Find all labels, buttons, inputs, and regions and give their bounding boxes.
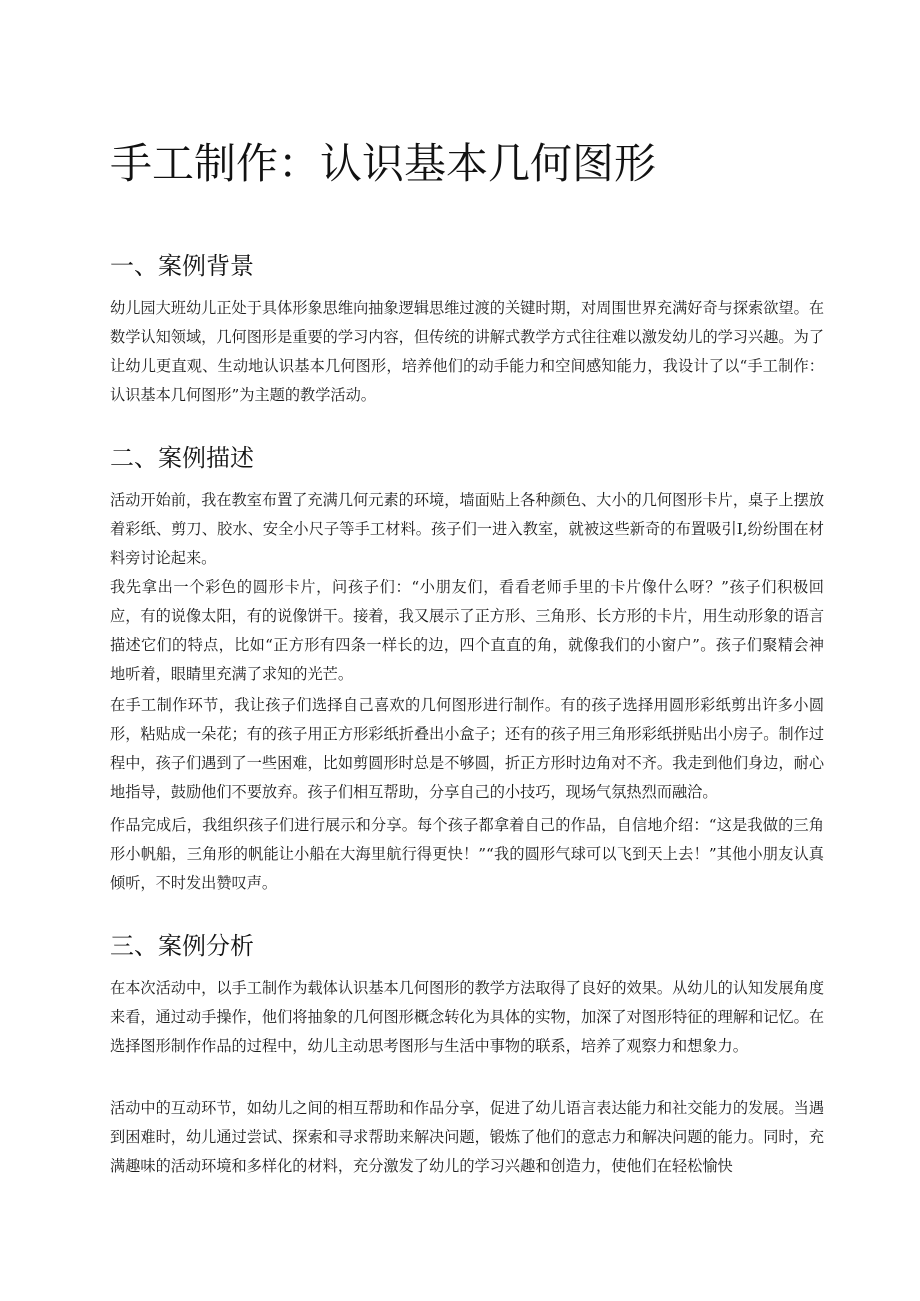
page-title: 手工制作：认识基本几何图形 bbox=[110, 139, 657, 188]
section-heading-description: 二、案例描述 bbox=[110, 444, 254, 472]
paragraph-description-4: 作品完成后，我组织孩子们进行展示和分享。每个孩子都拿着自己的作品，自信地介绍：“这是我做的三角形小帆船，三角形的帆能让小船在大海里航行得更快！”“我的圆形气球可以飞到天上去！”其他小朋友认真倾听，不时发出赞叹声。 bbox=[110, 816, 824, 892]
paragraph-description-1: 活动开始前，我在教室布置了充满几何元素的环境，墙面贴上各种颜色、大小的几何图形卡片，桌子上摆放着彩纸、剪刀、胶水、安全小尺子等手工材料。孩子们一进入教室，就被这些新奇的布置吸引I,纷纷围在材料旁讨论起来。 bbox=[110, 491, 824, 567]
section-heading-background: 一、案例背景 bbox=[110, 252, 254, 280]
paragraph-background-1: 幼儿园大班幼儿正处于具体形象思维向抽象逻辑思维过渡的关键时期，对周围世界充满好奇与探索欲望。在数学认知领域，几何图形是重要的学习内容，但传统的讲解式教学方式往往难以激发幼儿的学习兴趣。为了让幼儿更直观、生动地认识基本几何图形，培养他们的动手能力和空间感知能力，我设计了以“手工制作：认识基本几何图形”为主题的教学活动。 bbox=[110, 299, 824, 404]
paragraph-analysis-1: 在本次活动中，以手工制作为载体认识基本几何图形的教学方法取得了良好的效果。从幼儿的认知发展角度来看，通过动手操作，他们将抽象的几何图形概念转化为具体的实物，加深了对图形特征的理解和记忆。在选择图形制作作品的过程中，幼儿主动思考图形与生活中事物的联系，培养了观察力和想象力。 bbox=[110, 979, 824, 1055]
paragraph-description-2: 我先拿出一个彩色的圆形卡片，问孩子们：“小朋友们，看看老师手里的卡片像什么呀？”孩子们积极回应，有的说像太阳，有的说像饼干。接着，我又展示了正方形、三角形、长方形的卡片，用生动形象的语言描述它们的特点，比如“正方形有四条一样长的边，四个直直的角，就像我们的小窗户”。孩子们聚精会神地听着，眼睛里充满了求知的光芒。 bbox=[110, 578, 824, 683]
paragraph-description-3: 在手工制作环节，我让孩子们选择自己喜欢的几何图形进行制作。有的孩子选择用圆形彩纸剪出许多小圆形，粘贴成一朵花；有的孩子用正方形彩纸折叠出小盒子；还有的孩子用三角形彩纸拼贴出小房子。制作过程中，孩子们遇到了一些困难，比如剪圆形时总是不够圆，折正方形时边角对不齐。我走到他们身边，耐心地指导，鼓励他们不要放弃。孩子们相互帮助，分享自己的小技巧，现场气氛热烈而融洽。 bbox=[110, 696, 824, 801]
paragraph-analysis-2: 活动中的互动环节，如幼儿之间的相互帮助和作品分享，促进了幼儿语言表达能力和社交能力的发展。当遇到困难时，幼儿通过尝试、探索和寻求帮助来解决问题，锻炼了他们的意志力和解决问题的能力。同时，充满趣味的活动环境和多样化的材料，充分激发了幼儿的学习兴趣和创造力，使他们在轻松愉快 bbox=[110, 1099, 824, 1175]
section-heading-analysis: 三、案例分析 bbox=[110, 932, 254, 960]
